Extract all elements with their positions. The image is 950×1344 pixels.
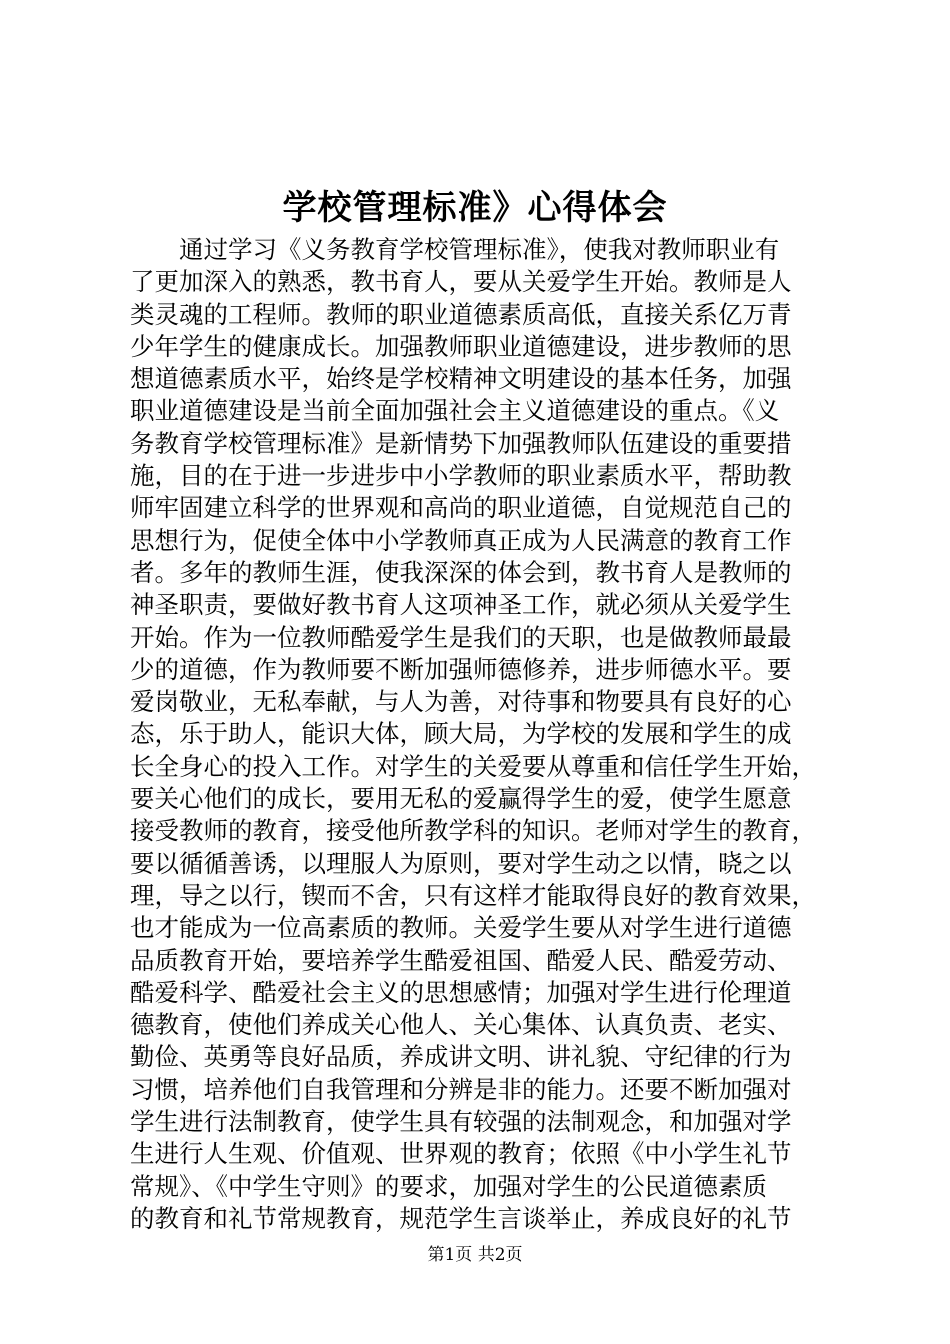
body-text-line: 者。多年的教师生涯，使我深深的体会到，教书育人是教师的 (130, 557, 792, 587)
body-text-line: 的教育和礼节常规教育，规范学生言谈举止，养成良好的礼节 (130, 1203, 792, 1233)
body-text-line: 勤俭、英勇等良好品质，养成讲文明、讲礼貌、守纪律的行为 (130, 1042, 792, 1072)
body-text-line: 了更加深入的熟悉，教书育人，要从关爱学生开始。教师是人 (130, 267, 792, 297)
body-text-line: 职业道德建设是当前全面加强社会主义道德建设的重点。《义 (130, 396, 780, 426)
body-text-line: 通过学习《义务教育学校管理标准》，使我对教师职业有 (130, 235, 780, 264)
body-text-line: 思想行为，促使全体中小学教师真正成为人民满意的教育工作 (130, 525, 792, 555)
body-text-line: 也才能成为一位高素质的教师。关爱学生要从对学生进行道德 (130, 913, 792, 943)
body-text-line: 要关心他们的成长，要用无私的爱赢得学生的爱，使学生愿意 (130, 784, 792, 814)
body-text-line: 神圣职责，要做好教书育人这项神圣工作，就必须从关爱学生 (130, 590, 792, 620)
body-text-line: 习惯，培养他们自我管理和分辨是非的能力。还要不断加强对 (130, 1074, 792, 1104)
document-title: 学校管理标准》心得体会 (282, 188, 668, 228)
body-text-line: 务教育学校管理标准》是新情势下加强教师队伍建设的重要措 (130, 428, 792, 458)
body-text-line: 类灵魂的工程师。教师的职业道德素质高低，直接关系亿万青 (130, 299, 792, 329)
body-text-line: 师牢固建立科学的世界观和高尚的职业道德，自觉规范自己的 (130, 493, 792, 523)
body-text-line: 要以循循善诱，以理服人为原则，要对学生动之以情，晓之以 (130, 848, 792, 878)
body-text-line: 少年学生的健康成长。加强教师职业道德建设，进步教师的思 (130, 331, 792, 361)
body-text-line: 开始。作为一位教师酷爱学生是我们的天职，也是做教师最最 (130, 622, 792, 652)
body-text-line: 学生进行法制教育，使学生具有较强的法制观念，和加强对学 (130, 1107, 792, 1137)
page-footer: 第1页 共2页 (427, 1245, 523, 1265)
body-text-line: 少的道德，作为教师要不断加强师德修养，进步师德水平。要 (130, 654, 792, 684)
body-text-line: 爱岗敬业，无私奉献，与人为善，对待事和物要具有良好的心 (130, 687, 792, 717)
body-text-line: 生进行人生观、价值观、世界观的教育；依照《中小学生礼节 (130, 1139, 792, 1169)
body-text-line: 酷爱科学、酷爱社会主义的思想感情；加强对学生进行伦理道 (130, 977, 792, 1007)
document-body (130, 234, 830, 1235)
body-text-line: 品质教育开始，要培养学生酷爱祖国、酷爱人民、酷爱劳动、 (130, 945, 792, 975)
body-text-line: 常规》、《中学生守则》的要求，加强对学生的公民道德素质 (130, 1171, 767, 1201)
body-text-line: 施，目的在于进一步进步中小学教师的职业素质水平，帮助教 (130, 461, 792, 491)
body-text-line: 想道德素质水平，始终是学校精神文明建设的基本任务，加强 (130, 364, 792, 394)
body-text-line: 理，导之以行，锲而不舍，只有这样才能取得良好的教育效果， (130, 880, 816, 910)
body-text-line: 态，乐于助人，能识大体，顾大局，为学校的发展和学生的成 (130, 719, 792, 749)
body-text-line: 德教育，使他们养成关心他人、关心集体、认真负责、老实、 (130, 1010, 792, 1040)
body-text-line: 长全身心的投入工作。对学生的关爱要从尊重和信任学生开始， (130, 751, 816, 781)
body-text-line: 接受教师的教育，接受他所教学科的知识。老师对学生的教育， (130, 816, 816, 846)
